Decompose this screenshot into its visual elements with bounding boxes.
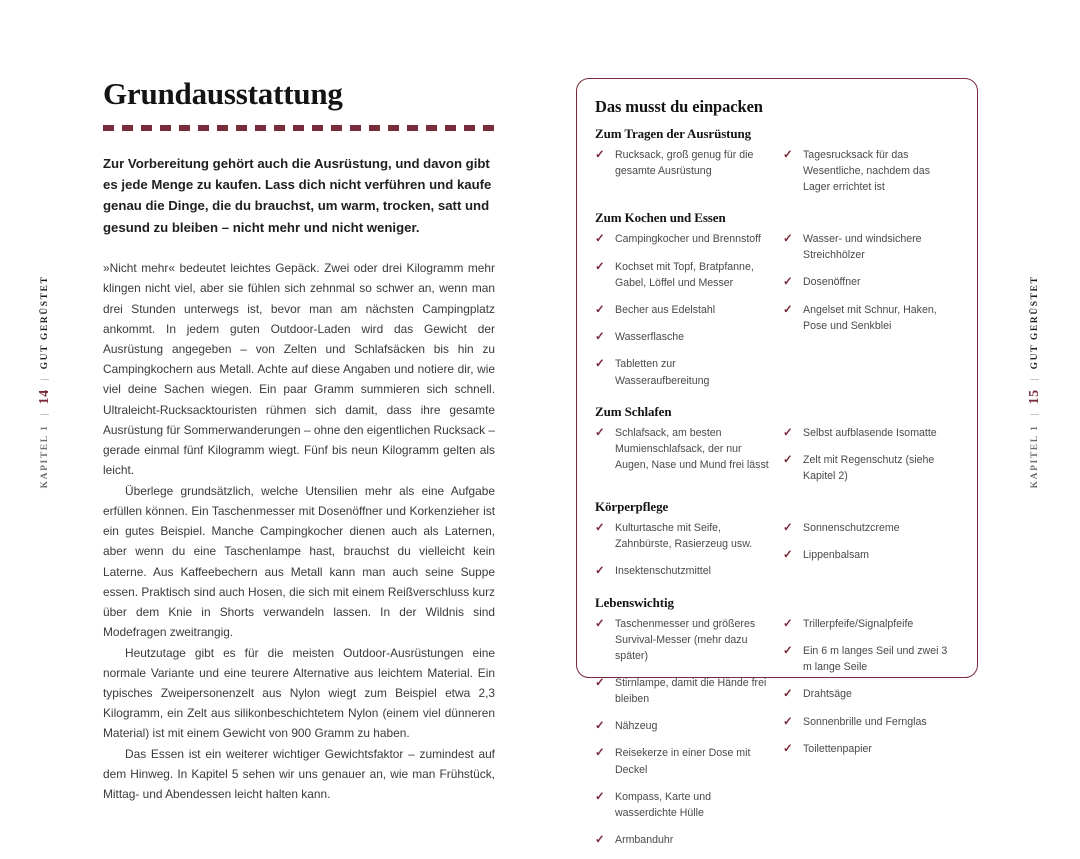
checkmark-icon: ✓ (783, 426, 793, 439)
checklist-item-label: Trillerpfeife/Signalpfeife (803, 617, 914, 630)
checklist-section-title: Zum Kochen und Essen (595, 210, 726, 226)
checklist-item-label: Kochset mit Topf, Bratpfanne, Gabel, Löffel und Messer (615, 260, 754, 289)
checklist-item[interactable] (783, 147, 957, 195)
checkmark-icon: ✓ (783, 453, 793, 466)
checklist-item-label: Tabletten zur Wasseraufbereitung (615, 358, 710, 387)
checklist-item[interactable] (783, 452, 957, 484)
checklist-item[interactable] (783, 274, 957, 290)
checkmark-icon: ✓ (595, 617, 605, 630)
checklist-sections (595, 126, 957, 859)
checkmark-icon: ✓ (595, 303, 605, 316)
checklist-item-label: Rucksack, groß genug für die gesamte Ausrüstung (615, 149, 754, 178)
checklist-column-left (595, 231, 769, 399)
checkmark-icon: ✓ (595, 149, 605, 161)
left-page-content (103, 78, 495, 804)
body-paragraph: Heutzutage gibt es für die meisten Outdoor-Ausrüstungen eine normale Variante und eine teurere Alternative aus leichtem Material. Ein typisches Zweipersonenzelt aus Nylon wiegt zum Beispiel etwa 2,3 Kilogramm, ein Zelt aus silikonbeschichtetem Nylon (einem viel dünneren Material) ist mit einem Gewicht von 900 Gramm zu haben. (103, 645, 495, 741)
checklist-item-label: Wasser- und windsichere Streichhölzer (803, 233, 922, 262)
checklist-item-label: Reisekerze in einer Dose mit Deckel (615, 747, 751, 776)
panel-title: Das musst du einpacken (595, 97, 763, 116)
checklist-item-label: Wasserflasche (615, 331, 685, 344)
checkmark-icon: ✓ (595, 233, 605, 246)
checklist-item-label: Drahtsäge (803, 688, 852, 701)
right-page-number: 15 (1027, 389, 1042, 405)
checklist-item-label: Insektenschutzmittel (615, 565, 711, 578)
checklist-item-label: Lippenbalsam (803, 549, 869, 562)
checklist-item-label: Armbanduhr (615, 833, 674, 846)
checkmark-icon: ✓ (783, 617, 793, 630)
checkmark-icon: ✓ (595, 522, 605, 535)
checklist-columns (595, 520, 957, 591)
checklist-item[interactable] (783, 686, 957, 702)
checkmark-icon: ✓ (783, 522, 793, 535)
checklist-item[interactable] (595, 329, 769, 345)
checklist-item[interactable] (595, 425, 769, 473)
checklist-column-right (783, 231, 957, 399)
checkmark-icon: ✓ (595, 565, 605, 578)
left-margin-running-head (22, 0, 68, 764)
checkmark-icon: ✓ (595, 260, 605, 273)
checklist-item[interactable] (595, 147, 769, 179)
checklist-item-label: Tagesrucksack für das Wesentliche, nachdem das Lager errichtet ist (803, 149, 931, 194)
body-copy (103, 258, 495, 804)
checklist-item-label: Kulturtasche mit Seife, Zahnbürste, Rasierzeug usw. (615, 522, 753, 551)
checklist-column-left (595, 520, 769, 591)
checklist-item-label: Stirnlampe, damit die Hände frei bleiben (615, 676, 767, 706)
checkmark-icon: ✓ (595, 747, 605, 760)
checklist-column-left (595, 425, 769, 496)
checklist-item-label: Selbst aufblasende Isomatte (803, 426, 937, 439)
checklist-section (595, 595, 957, 859)
checklist-item-label: Nähzeug (615, 720, 658, 733)
checklist-item[interactable] (783, 520, 957, 536)
checkmark-icon: ✓ (783, 149, 793, 161)
checklist-item[interactable] (595, 718, 769, 734)
checklist-item-label: Campingkocher und Brennstoff (615, 233, 761, 246)
checkmark-icon: ✓ (595, 426, 605, 439)
checklist-item[interactable] (595, 356, 769, 388)
checklist-item[interactable] (595, 616, 769, 664)
checkmark-icon: ✓ (595, 720, 605, 733)
checkmark-icon: ✓ (595, 676, 605, 689)
body-paragraph: »Nicht mehr« bedeutet leichtes Gepäck. Zwei oder drei Kilogramm mehr klingen nicht viel, aber sie fühlen sich zehnmal so schwer an, wenn man drei Stunden unterwegs ist, bevor man am nächsten Campingplatz ankommt. In jedem guten Outdoor-Laden wird das Gewicht der Ausrüstung angegeben – von Zelten und Schlafsäcken bis hin zu Campingkochern aus Metall. Achte auf diese Angaben und notiere dir, wie viel deine Sachen wiegen. Ein paar Gramm summieren sich schnell. Ultraleicht-Rucksacktouristen rühmen sich damit, dass ihre gesamte Ausrüstung für Sommerwanderungen – ohne den eigentlichen Rucksack – gerade einmal fünf Kilogramm wiegt. Fünf bis neun Kilogramm gelten als leicht. (103, 261, 495, 478)
checklist-column-right (783, 520, 957, 591)
checklist-item-label: Schlafsack, am besten Mumienschlafsack, der nur Augen, Nase und Mund frei lässt (615, 426, 769, 471)
checklist-item-label: Angelset mit Schnur, Haken, Pose und Senkblei (803, 303, 937, 332)
body-paragraph: Überlege grundsätzlich, welche Utensilien mehr als eine Aufgabe erfüllen können. Ein Taschenmesser mit Dosenöffner und Korkenzieher ist ein gutes Beispiel. Manche Campingkocher dienen auch als Laternen, aber wenn du eine Taschenlampe hast, brauchst du vielleicht kein Laterne. Aus Kaffeebechern aus Metall kann man auch seine Suppe essen. Praktisch sind auch Hosen, die sich mit einem Reißverschluss kurz über dem Knie in Shorts verwandeln lassen. In der Wildnis sind Modefragen zweitrangig. (103, 483, 495, 640)
checklist-item[interactable] (783, 302, 957, 334)
right-rail-separator-2: | (1030, 378, 1040, 381)
checkmark-icon: ✓ (783, 715, 793, 728)
checklist-columns (595, 425, 957, 496)
intro-paragraph: Zur Vorbereitung gehört auch die Ausrüstung, und davon gibt es jede Menge zu kaufen. Lass dich nicht verführen und kaufe genau die Dinge, die du brauchst, um warm, trocken, satt und gesund zu bleiben – nicht mehr und nicht weniger. (103, 155, 492, 235)
packing-checklist-panel (576, 78, 978, 846)
page-title: Grundausstattung (103, 76, 343, 111)
checklist-section-title: Lebenswichtig (595, 594, 674, 610)
checklist-item-label: Taschenmesser und größeres Survival-Messer (mehr dazu später) (615, 617, 756, 662)
checklist-section-title: Körperpflege (595, 499, 669, 515)
checklist-item[interactable] (595, 745, 769, 777)
left-book-section-title: GUT GERÜSTET (40, 275, 50, 370)
checkmark-icon: ✓ (595, 358, 605, 371)
left-rail-separator-2: | (40, 378, 50, 381)
right-book-section-title: GUT GERÜSTET (1030, 275, 1040, 370)
checkmark-icon: ✓ (783, 645, 793, 657)
right-chapter-label: KAPITEL 1 (1030, 424, 1040, 489)
checklist-columns (595, 231, 957, 399)
checklist-column-right (783, 147, 957, 206)
checklist-item[interactable] (595, 675, 769, 707)
dashed-divider (103, 125, 495, 131)
checklist-item[interactable] (595, 832, 769, 848)
checkmark-icon: ✓ (595, 790, 605, 803)
checkmark-icon: ✓ (783, 742, 793, 755)
checklist-item[interactable] (595, 231, 769, 247)
checklist-item[interactable] (595, 563, 769, 579)
checklist-section (595, 499, 957, 591)
checklist-item[interactable] (783, 231, 957, 263)
checklist-column-left (595, 616, 769, 859)
checklist-item-label: Sonnenbrille und Fernglas (803, 715, 927, 728)
checklist-item[interactable] (783, 547, 957, 563)
checklist-section (595, 126, 957, 206)
checklist-column-left (595, 147, 769, 206)
left-rail-separator-1: | (40, 413, 50, 416)
checklist-item-label: Dosenöffner (803, 276, 861, 289)
checklist-item[interactable] (783, 643, 957, 675)
checklist-item[interactable] (783, 425, 957, 441)
checkmark-icon: ✓ (783, 688, 793, 701)
right-margin-running-head (1012, 0, 1058, 764)
checklist-item-label: Toilettenpapier (803, 742, 872, 755)
checklist-item[interactable] (595, 302, 769, 318)
checkmark-icon: ✓ (783, 303, 793, 316)
checkmark-icon: ✓ (783, 276, 793, 289)
checklist-column-right (783, 616, 957, 859)
checkmark-icon: ✓ (783, 549, 793, 562)
checklist-item[interactable] (783, 741, 957, 757)
checklist-section (595, 210, 957, 399)
checklist-item-label: Sonnenschutzcreme (803, 522, 900, 535)
checklist-item-label: Ein 6 m langes Seil und zwei 3 m lange Seile (803, 645, 948, 674)
checklist-item-label: Zelt mit Regenschutz (siehe Kapitel 2) (803, 453, 935, 483)
checklist-columns (595, 616, 957, 859)
checklist-item[interactable] (783, 616, 957, 632)
checklist-item-label: Kompass, Karte und wasserdichte Hülle (615, 790, 711, 819)
checklist-item[interactable] (595, 520, 769, 552)
left-page-number: 14 (37, 389, 52, 405)
checkmark-icon: ✓ (595, 833, 605, 846)
checklist-item[interactable] (783, 714, 957, 730)
checklist-column-right (783, 425, 957, 496)
body-paragraph: Das Essen ist ein weiterer wichtiger Gewichtsfaktor – zumindest auf dem Hinweg. In Kapitel 5 sehen wir uns genauer an, wie man Frühstück, Mittag- und Abendessen leicht halten kann. (103, 746, 495, 802)
checkmark-icon: ✓ (595, 331, 605, 344)
checklist-item[interactable] (595, 259, 769, 291)
checklist-columns (595, 147, 957, 206)
checklist-section-title: Zum Schlafen (595, 403, 672, 419)
left-chapter-label: KAPITEL 1 (40, 424, 50, 489)
checklist-section (595, 404, 957, 496)
checkmark-icon: ✓ (783, 233, 793, 246)
right-rail-separator-1: | (1030, 413, 1040, 416)
checklist-item[interactable] (595, 789, 769, 821)
checklist-item-label: Becher aus Edelstahl (615, 303, 716, 316)
checklist-section-title: Zum Tragen der Ausrüstung (595, 126, 752, 141)
